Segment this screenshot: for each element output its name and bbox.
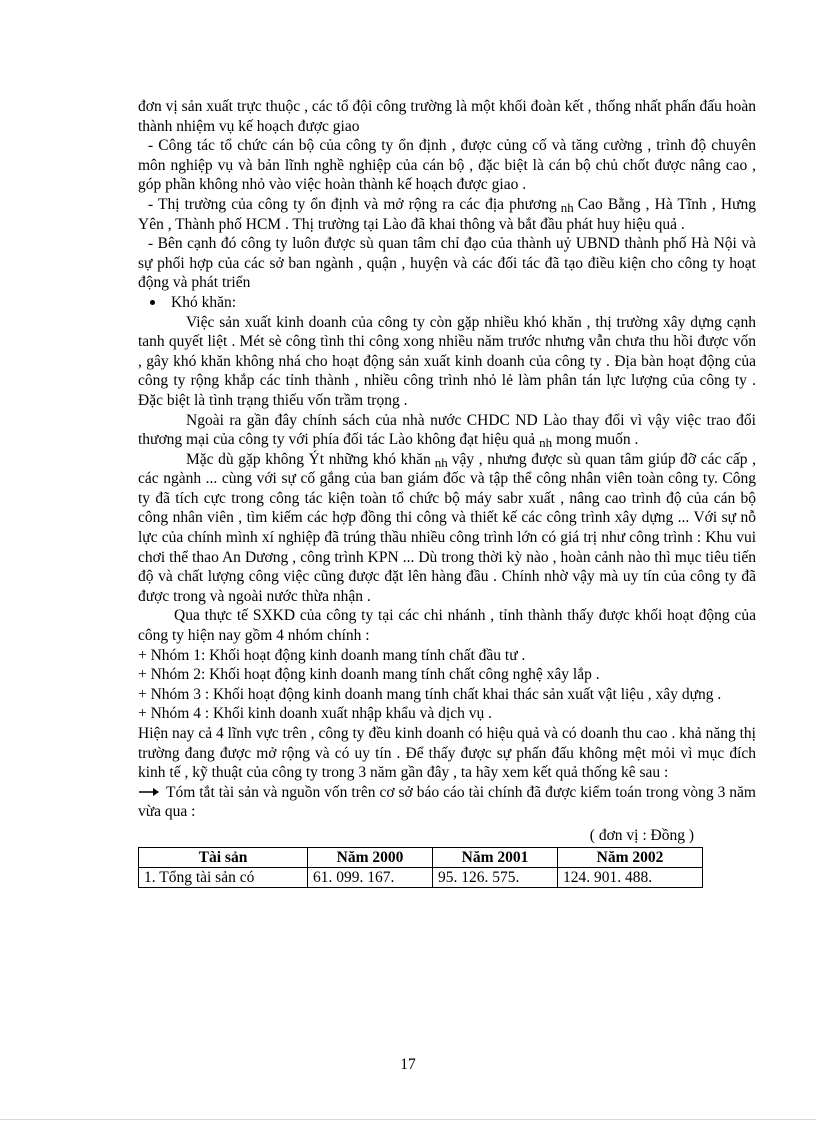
- paragraph-achievements-text-a: Mặc dù gặp không Ýt những khó khăn: [186, 450, 431, 468]
- paragraph-achievements: [138, 450, 756, 607]
- page-number: 17: [400, 1056, 416, 1073]
- group-item-2: + Nhóm 2: Khối hoạt động kinh doanh mang tính chất công nghệ xây lắp .: [138, 666, 600, 684]
- paragraph-summary: Hiện nay cả 4 lĩnh vực trên , công ty đều kinh doanh có hiệu quả và có doanh thu cao . khả năng thị trường đang được mở rộng và có uy tín . Để thấy được sự phấn đấu không mệt mỏi vì mục đích kinh tế , kỹ thuật của công ty trong 3 năm gần đây , ta hãy xem kết quả thống kê sau :: [138, 725, 756, 782]
- table-header-cell: Năm 2001: [433, 847, 558, 867]
- right-arrow-icon: [138, 783, 160, 803]
- paragraph-lao-text-b: mong muốn .: [556, 431, 639, 449]
- table-header-row: [139, 847, 703, 867]
- paragraph-personnel: - Công tác tổ chức cán bộ của công ty ổn định , được củng cố và tăng cường , trình độ chuyên môn nghiệp vụ và bản lĩnh nghề nghiệp của cán bộ , đặc biệt là cán bộ chủ chốt được nâng cao , góp phần không nhỏ vào việc hoàn thành kế hoạch được giao .: [138, 137, 756, 194]
- abbrev-nh: nh: [539, 435, 553, 451]
- paragraph-market-text-a: - Thị trường của công ty ổn định và mở rộng ra các địa phương: [148, 195, 557, 213]
- table-cell: 124. 901. 488.: [558, 867, 703, 887]
- table-cell: 95. 126. 575.: [433, 867, 558, 887]
- abbrev-nh: nh: [560, 199, 574, 215]
- paragraph-achievements-text-b: vậy , nhưng được sù quan tâm giúp đỡ các cấp , các ngành ... cùng với sự cố gắng của ban giám đốc và tập thể công nhân viên toàn công ty. Công ty đã tích cực trong công tác kiện toàn tổ chức bộ máy sabr xuất , nâng cao trình độ của cán bộ công nhân viên , tìm kiếm các hợp đồng thi công và thiết kế các công trình xây dựng ... Với sự nỗ lực của chính mình xí nghiệp đã trúng thầu nhiều công trình lớn có giá trị như công trình : Khu vui chơi thể thao An Dương , công trình KPN ... Dù trong thời kỳ nào , hoàn cảnh nào thì mục tiêu tiến độ và chất lượng công việc cũng được đặt lên hàng đầu . Chính nhờ vậy mà uy tín của công ty đã được trong và ngoài nước thừa nhận .: [138, 450, 756, 605]
- table-header-cell: Tài sản: [139, 847, 308, 867]
- table-header-cell: Năm 2002: [558, 847, 703, 867]
- bullet-difficulties-label: Khó khăn:: [171, 293, 237, 311]
- page-bottom-divider: [0, 1119, 816, 1120]
- paragraph-financial-intro-text: Tóm tắt tài sản và nguồn vốn trên cơ sở báo cáo tài chính đã được kiểm toán trong vòng 3 năm vừa qua :: [138, 783, 756, 821]
- paragraph-difficulties: Việc sản xuất kinh doanh của công ty còn gặp nhiều khó khăn , thị trường xây dựng cạnh tanh quyết liệt . Mét sè công tình thi công xong nhiều năm trước nhưng vẫn chưa thu hồi được vốn , gây khó khăn không nhá cho hoạt động sản xuất kinh doanh của công ty . Địa bàn hoạt động của công ty rộng khắp các tỉnh thành , nhiều công trình nhỏ lẻ làm phân tán lực lượng của công ty . Đặc biệt là tình trạng thiếu vốn trầm trọng .: [138, 313, 756, 409]
- paragraph-business-groups-intro: Qua thực tế SXKD của công ty tại các chi nhánh , tỉnh thành thấy được khối hoạt động của công ty hiện nay gồm 4 nhóm chính :: [138, 607, 756, 645]
- bullet-difficulties: [138, 293, 756, 313]
- paragraph-lao-text-a: Ngoài ra gần đây chính sách của nhà nước CHDC ND Lào thay đổi vì vậy việc trao đổi thương mại của công ty với phía đối tác Lào không đạt hiệu quả: [138, 411, 756, 449]
- paragraph-unit-solidarity: đơn vị sản xuất trực thuộc , các tổ đội công trường là một khối đoàn kết , thống nhất phấn đấu hoàn thành nhiệm vụ kế hoạch được giao: [138, 98, 756, 135]
- table-cell: 61. 099. 167.: [308, 867, 433, 887]
- group-item-1: + Nhóm 1: Khối hoạt động kinh doanh mang tính chất đầu tư .: [138, 646, 526, 664]
- table-header-cell: Năm 2000: [308, 847, 433, 867]
- paragraph-financial-intro: [138, 783, 756, 822]
- paragraph-lao-policy: [138, 411, 756, 450]
- paragraph-support: - Bên cạnh đó công ty luôn được sù quan tâm chỉ đạo của thành uỷ UBND thành phố Hà Nội và sự phối hợp của các sở ban ngành , quận , huyện và các đối tác đã tạo điều kiện cho công ty hoạt động và phát triển: [138, 235, 756, 292]
- financial-table: [138, 847, 703, 888]
- paragraph-market: [138, 195, 756, 234]
- bullet-dot-icon: [150, 300, 155, 305]
- page-body: [138, 97, 756, 888]
- paragraph-market-text-b: Cao Bằng , Hà Tĩnh , Hưng Yên , Thành phố HCM . Thị trường tại Lào đã khai thông và bắt đầu phát huy hiệu quả .: [138, 195, 756, 233]
- abbrev-nh: nh: [434, 454, 448, 470]
- group-item-4: + Nhóm 4 : Khối kinh doanh xuất nhập khẩu và dịch vụ .: [138, 705, 492, 723]
- table-row: [139, 867, 703, 887]
- group-item-3: + Nhóm 3 : Khối hoạt động kinh doanh mang tính chất khai thác sản xuất vật liệu , xây dựng .: [138, 685, 722, 703]
- table-cell: 1. Tổng tài sản có: [139, 867, 308, 887]
- unit-note: ( đơn vị : Đồng ): [589, 826, 694, 844]
